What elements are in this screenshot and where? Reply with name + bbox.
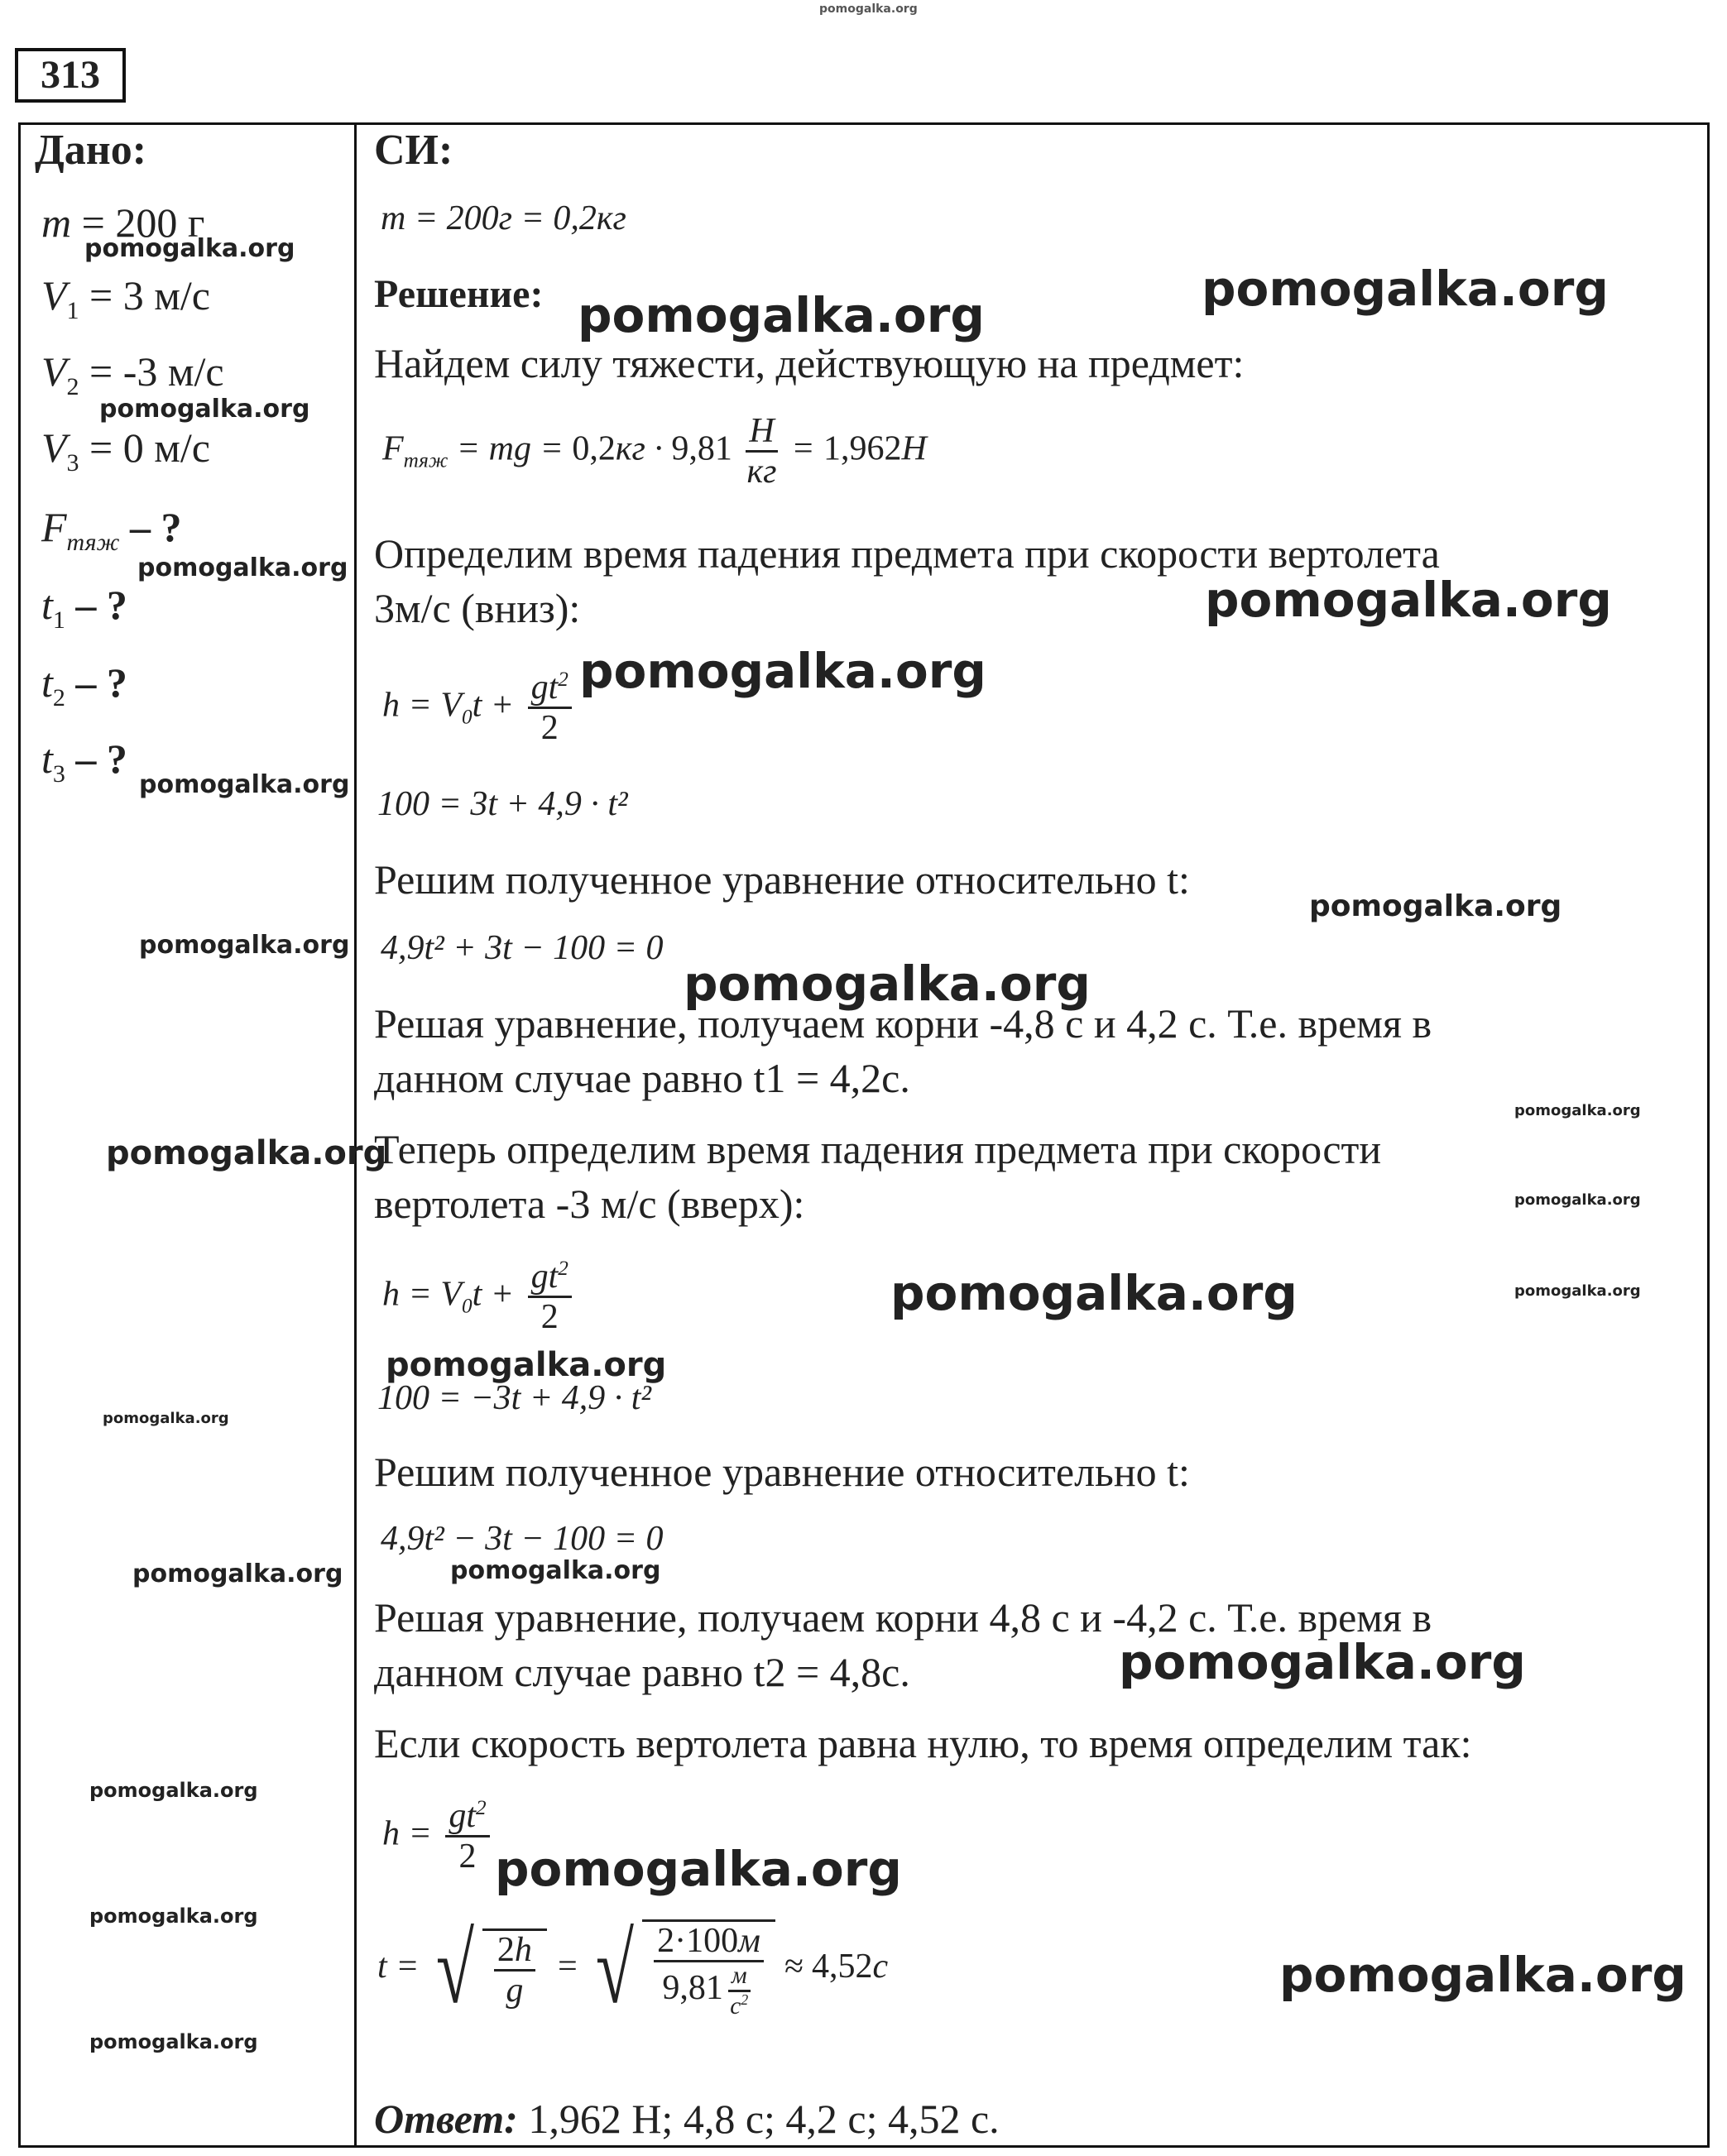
equation-100-2: 100 = −3t + 4,9 · t² [377,1379,651,1417]
watermark: pomogalka.org [1279,1947,1686,2003]
given-v1: $V_1 = 3$ м/с [41,272,210,324]
watermark: pomogalka.org [89,1779,258,1802]
watermark: pomogalka.org [139,770,350,799]
watermark: pomogalka.org [1205,572,1612,628]
paragraph-solve-1: Решим полученное уравнение относительно t: [374,856,1190,903]
paragraph-roots-1-line1: Решая уравнение, получаем корни -4,8 с и 4,2 с. Т.е. время в [374,1000,1432,1047]
equation-quadratic-1: 4,9t² + 3t − 100 = 0 [381,929,664,967]
answer [374,2093,1000,2145]
watermark: pomogalka.org [132,1560,343,1588]
answer-label: Ответ: [374,2096,518,2142]
watermark: pomogalka.org [1514,1191,1641,1209]
watermark: pomogalka.org [1119,1634,1526,1690]
paragraph-roots-2-line2: данном случае равно t2 = 4,8с. [374,1649,910,1695]
watermark: pomogalka.org [819,2,918,16]
watermark: pomogalka.org [1514,1102,1641,1119]
paragraph-define-t1-line1: Определим время падения предмета при скорости вертолета [374,530,1440,577]
given-header: Дано: [35,127,147,174]
watermark: pomogalka.org [137,553,348,582]
given-t2: $t_2$ – ? [41,659,127,711]
paragraph-zero-velocity: Если скорость вертолета равна нулю, то время определим так: [374,1720,1472,1766]
answer-text: 1,962 Н; 4,8 с; 4,2 с; 4,52 с. [528,2096,1000,2142]
given-v2: $V_2 = -3$ м/с [41,348,224,400]
equation-gravity: $F_{тяж}$ = mg = 0,2кг · 9,81 $\frac{Н}{кг}$ = 1,962Н [382,412,927,491]
si-conversion: m = 200г = 0,2кг [381,199,626,237]
watermark: pomogalka.org [450,1556,661,1585]
watermark: pomogalka.org [99,395,310,424]
given-force: $F_{тяж}$ – ? [41,504,182,556]
watermark: pomogalka.org [89,2030,258,2053]
watermark: pomogalka.org [386,1346,667,1384]
equation-t3: t = √ $\frac{2h}{g}$ = √ 2·100м 9,81 $\frac{м}{с^2}$ ≈ 4,52с [377,1914,889,2024]
paragraph-roots-1-line2: данном случае равно t1 = 4,2с. [374,1055,910,1101]
watermark: pomogalka.org [578,287,985,343]
paragraph-solve-2: Решим полученное уравнение относительно t: [374,1449,1190,1495]
paragraph-roots-2-line1: Решая уравнение, получаем корни 4,8 с и -4,2 с. Т.е. время в [374,1594,1432,1641]
equation-h-3: h = $\frac{gt^2}{2}$ [382,1797,495,1876]
given-v3: $V_3 = 0$ м/с [41,424,210,477]
watermark: pomogalka.org [890,1265,1298,1321]
equation-h-2: $h = V_0t$ + $\frac{gt^2}{2}$ [382,1258,577,1336]
watermark: pomogalka.org [89,1904,258,1928]
watermark: pomogalka.org [1514,1282,1641,1300]
watermark: pomogalka.org [106,1134,387,1172]
equation-100-1: 100 = 3t + 4,9 · t² [377,785,628,823]
paragraph-define-t2-line2: вертолета -3 м/с (вверх): [374,1181,805,1227]
watermark: pomogalka.org [139,931,350,960]
watermark: pomogalka.org [579,643,986,699]
watermark: pomogalka.org [684,956,1091,1012]
paragraph-define-t1-line2: 3м/с (вниз): [374,585,581,631]
paragraph-define-t2-line1: Теперь определим время падения предмета при скорости [374,1126,1382,1172]
watermark: pomogalka.org [103,1410,229,1427]
watermark: pomogalka.org [1202,261,1609,317]
equation-quadratic-2: 4,9t² − 3t − 100 = 0 [381,1520,664,1558]
equation-h-1: $h = V_0t$ + $\frac{gt^2}{2}$ [382,668,577,747]
given-t1: $t_1$ – ? [41,582,127,634]
watermark: pomogalka.org [84,234,295,263]
si-header: СИ: [374,127,453,174]
paragraph-gravity: Найдем силу тяжести, действующую на предмет: [374,340,1245,386]
given-t3: $t_3$ – ? [41,735,127,788]
watermark: pomogalka.org [1309,889,1562,923]
solution-header: Решение: [374,272,544,316]
problem-number: 313 [15,48,126,103]
given-mass: m = 200 г [41,199,205,246]
watermark: pomogalka.org [495,1841,902,1897]
